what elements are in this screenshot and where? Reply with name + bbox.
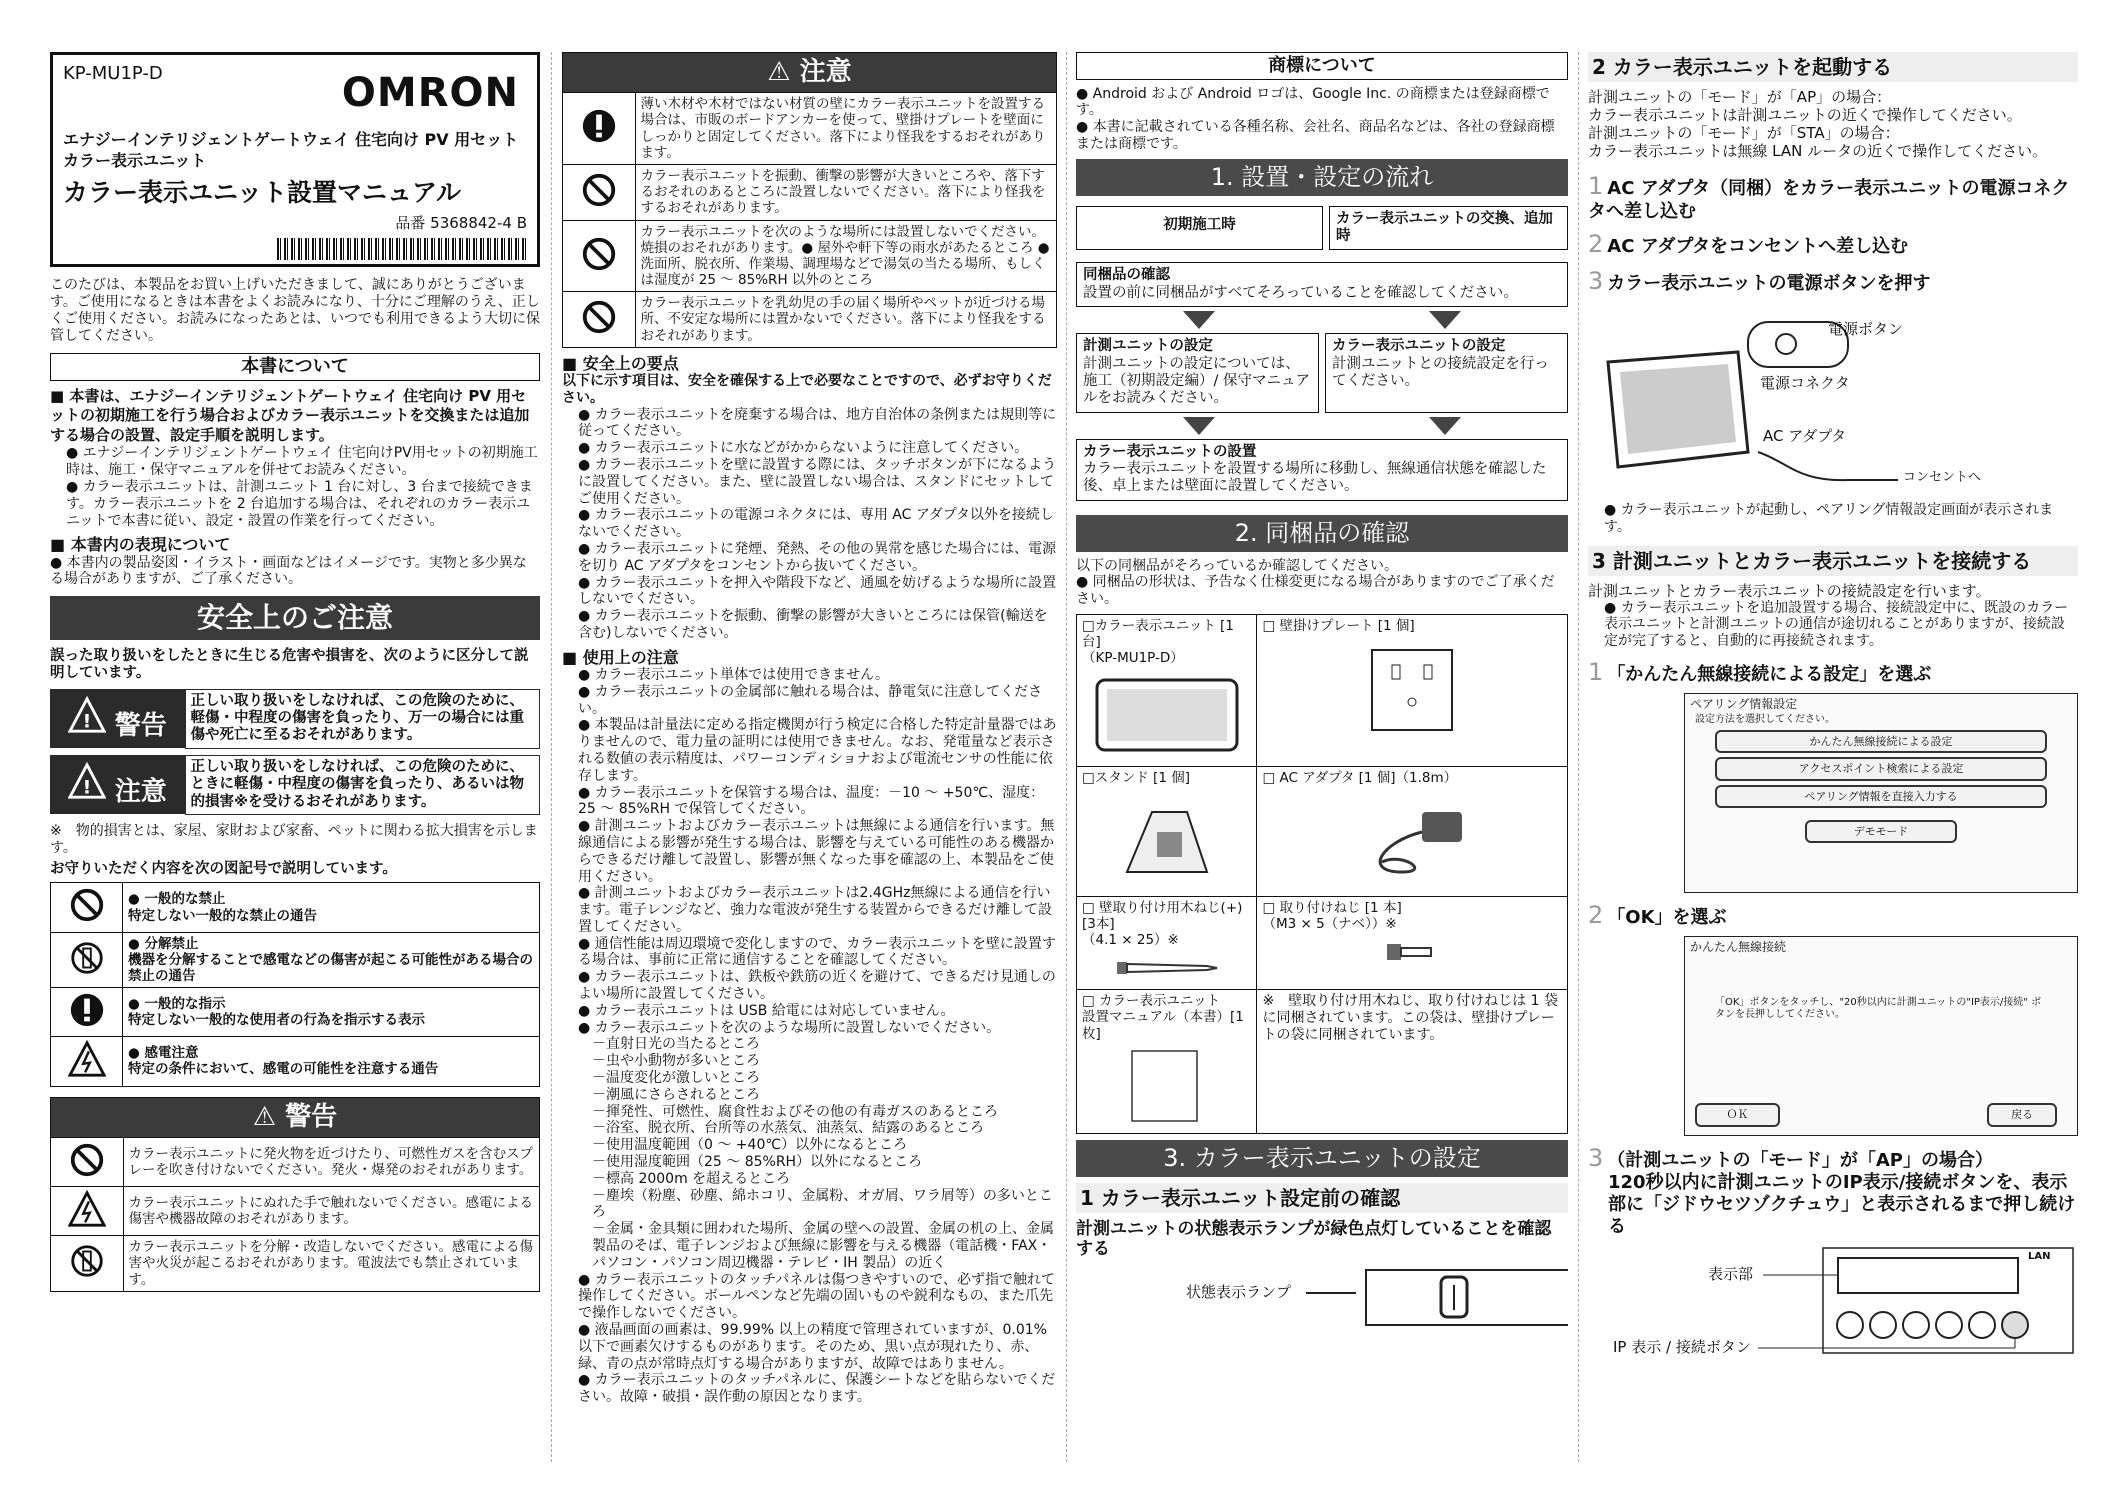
demo-mode-button[interactable]: デモモード [1805, 820, 1957, 843]
flow-install: カラー表示ユニットの設置 カラー表示ユニットを設置する場所に移動し、無線通信状態を確認した後、卓上または壁面に設置してください。 [1076, 439, 1568, 501]
subtitle-1: エナジーインテリジェントゲートウェイ 住宅向け PV 用セット [63, 129, 519, 149]
start-line-4: カラー表示ユニットは無線 LAN ルータの近くで操作してください。 [1588, 142, 2048, 160]
start-step-3: 3 カラー表示ユニットの電源ボタンを押す [1588, 267, 1931, 296]
flow-color-setup: カラー表示ユニットの設定 計測ユニットとの接続設定を行ってください。 [1325, 333, 1568, 413]
setup-step-1: 1 カラー表示ユニット設定前の確認 [1076, 1183, 1568, 1213]
easy-wireless-button[interactable]: かんたん無線接続による設定 [1715, 730, 2047, 753]
flow-arrow [1429, 417, 1461, 435]
contents-lead: 以下の同梱品がそろっているか確認してください。 [1076, 557, 1398, 574]
trademark-item-1: ● Android および Android ロゴは、Google Inc. の商標または登録商標です。 [1076, 85, 1550, 119]
ip-button-diagram [1588, 1243, 2078, 1363]
start-step-1: 1 AC アダプタ（同梱）をカラー表示ユニットの電源コネクタへ差し込む [1588, 172, 2070, 222]
svg-text:!: ! [82, 709, 92, 732]
easy-wireless-title: かんたん無線接続 [1690, 939, 1787, 954]
start-line-2: カラー表示ユニットは計測ユニットの近くで操作してください。 [1588, 106, 2022, 124]
subtitle-2: カラー表示ユニット [63, 151, 207, 171]
connect-step-2: 2 「OK」を選ぶ [1588, 900, 1727, 929]
start-heading: 2 カラー表示ユニットを起動する [1588, 52, 2078, 82]
warning-triangle-icon [68, 696, 106, 734]
symbols-lead: お守りいただく内容を次の図記号で説明しています。 [50, 861, 397, 878]
pairing-screen-title: ペアリング情報設定 [1690, 696, 1798, 711]
connector-label: 電源コネクタ [1760, 373, 1850, 392]
caution-label: ! 注意 [50, 755, 185, 814]
caution-heading: ⚠ 注意 [563, 53, 1056, 92]
warning-heading: ⚠ 警告 [51, 1098, 539, 1137]
contents-table: □カラー表示ユニット [1 台] （KP-MU1P-D） □ 壁掛けプレート [1 個] □スタンド [1 個] □ AC アダプタ [1 個]（1.8m） □ 壁取り付け用木ねじ(+) [3本] （4.1 × 25）※ □ 取り付けねじ [1 本] （M3 × 5（ナベ））※ □ カラー表示ユニット 設置マニュアル（本書）[1 枚] ※ 壁取り付け用木ねじ、取り付けねじは 1 袋に同梱されています。この袋は、壁掛けプレートの袋に同梱されています。 [1076, 614, 1568, 1134]
prohibit-icon [580, 298, 618, 336]
model-number: KP-MU1P-D [63, 63, 163, 84]
start-line-1: 計測ユニットの「モード」が「AP」の場合： [1588, 88, 1892, 106]
start-after: ● カラー表示ユニットが起動し、ペアリング情報設定画面が表示されます。 [1604, 501, 2054, 535]
caution-item-4: カラー表示ユニットを乳幼児の手の届く場所やペットが近づける場所、不安定な場所には置かないでください。落下により怪我をするおそれがあります。 [635, 292, 1056, 347]
contents-heading: 2. 同梱品の確認 [1076, 515, 1568, 552]
ap-search-button[interactable]: アクセスポイント検索による設定 [1715, 757, 2047, 780]
power-diagram [1588, 302, 2078, 502]
usage-heading: ■ 使用上の注意 [562, 647, 679, 667]
easy-wireless-screen [1684, 936, 2078, 1136]
column-1 [50, 52, 540, 1462]
prohibit-icon [580, 171, 618, 209]
intro-text: このたびは、本製品をお買い上げいただきまして、誠にありがとうございます。ご使用になるときは本書をよくお読みになり、十分にご理解のうえ、正しくご使用ください。お読みになったあとは、いつでも利用できるよう大切に保管してください。 [50, 277, 540, 345]
ip-button-label: IP 表示 / 接続ボタン [1613, 1338, 1751, 1357]
display-unit-image [1087, 675, 1247, 755]
column-2 [562, 52, 1057, 1462]
contents-note: ● 同梱品の形状は、予告なく仕様変更になる場合がありますのでご了承ください。 [1076, 574, 1555, 608]
connect-step-1: 1 「かんたん無線接続による設定」を選ぶ [1588, 657, 1932, 686]
about-bullet-2: ● カラー表示ユニットは、計測ユニット 1 台に対し、3 台まで接続できます。カラー表示ユニットを 2 台追加する場合は、それぞれのカラー表示ユニットで本書に従い、設定・設置の作業を行ってください。 [66, 479, 533, 529]
mandatory-icon [68, 991, 106, 1029]
omron-logo: OMRON [341, 70, 519, 116]
pairing-screen [1684, 693, 2078, 893]
key-points-lead: 以下に示す項目は、安全を確保する上で必要なことですので、必ずお守りください。 [562, 373, 1052, 406]
usage-list: ● カラー表示ユニット単体では使用できません。 ● カラー表示ユニットの金属部に触れる場合は、静電気に注意してください。 ● 本製品は計量法に定める指定機関が行う検定に合格した特定計量器ではありませんので、電力量の証明には使用できません。なお、発電量など表示される数値の表示精度は、パワーコンディショナおよび電流センサの性能に依存します。 ● カラー表示ユニットを保管する場合は、温度：－10 ～ +50℃、湿度：25 ～ 85%RH で保管してください。 ● 計測ユニットおよびカラー表示ユニットは無線による通信を行います。無線通信による影響が発生する場合は、影響を与えている可能性のある機器からできるだけ離して設置し、影響が無くなった事を確認の上、本製品をご使用ください。 ● 計測ユニットおよびカラー表示ユニットは2.4GHz無線による通信を行います。電子レンジなど、強力な電波が発生する装置からできるだけ離して設置してください。 ● 通信性能は周辺環境で変化しますので、カラー表示ユニットを壁に設置する場合は、事前に正常に通信することを確認してください。 ● カラー表示ユニットは、鉄板や鉄筋の近くを避けて、できるだけ見通しのよい場所に設置してください。 ● カラー表示ユニットは USB 給電には対応していません。 ● カラー表示ユニットを次のような場所に設置しないでください。 －直射日光の当たるところ －虫や小動物が多いところ －温度変化が激しいところ －潮風にさらされるところ －揮発性、可燃性、腐食性およびその他の有毒ガスのあるところ －浴室、脱衣所、台所等の水蒸気、油蒸気、結露のあるところ －使用温度範囲（0 ～ +40℃）以外になるところ －使用湿度範囲（25 ～ 85%RH）以外になるところ －標高 2000m を超えるところ －塵埃（粉塵、砂塵、綿ホコリ、金属粉、オガ屑、ワラ屑等）の多いところ －金属・金具類に囲われた場所、金属の壁への設置、金属の机の上、金属製品のそば、電子レンジおよび無線に影響を与える機器（電話機・FAX・パソコン・パソコン周辺機器・テレビ・IH 製品）の近く ● カラー表示ユニットのタッチパネルは傷つきやすいので、必ず指で触れて操作してください。ボールペンなど先端の固いものや鋭利なもの、また爪先で操作しないでください。 ● 液晶画面の画素は、99.99% 以上の精度で管理されていますが、0.01% 以下で画素欠けするものがあります。そのため、黒い点が現れたり、赤、緑、青の点が常時点灯する場合がありますが、故障ではありません。 ● カラー表示ユニットのタッチパネルに、保護シートなどを貼らないでください。故障・破損・誤作動の原因となります。 [578, 666, 1057, 1406]
lan-label: LAN [2028, 1251, 2051, 1263]
prohibit-icon [68, 1141, 106, 1179]
expression-heading: ■ 本書内の表現について [50, 535, 231, 555]
start-step-2: 2 AC アダプタをコンセントへ差し込む [1588, 230, 1909, 259]
no-disassemble-icon [68, 1242, 106, 1280]
part-number: 品番 5368842-4 B [395, 213, 527, 232]
setup-heading: 3. カラー表示ユニットの設定 [1076, 1140, 1568, 1177]
electric-shock-icon [68, 1040, 106, 1078]
about-main: ■ 本書は、エナジーインテリジェントゲートウェイ 住宅向け PV 用セットの初期施工を行う場合およびカラー表示ユニットを交換または追加する場合の設置、設定手順を説明します。 [50, 386, 530, 444]
warning-item-1: カラー表示ユニットに発火物を近づけたり、可燃性ガスを含むスプレーを吹き付けないでください。発火・爆発のおそれがあります。 [123, 1137, 539, 1186]
flow-replace: カラー表示ユニットの交換、追加時 [1329, 206, 1568, 251]
key-points-list: ● カラー表示ユニットを廃棄する場合は、地方自治体の条例または規則等に従ってください。 ● カラー表示ユニットに水などがかからないように注意してください。 ● カラー表示ユニットを壁に設置する際には、タッチボタンが下になるように設置してください。また、壁に設置しない場合は、スタンドにセットしてご使用ください。 ● カラー表示ユニットの電源コネクタには、専用 AC アダプタ以外を接続しないでください。 ● カラー表示ユニットに発煙、発熱、その他の異常を感じた場合には、電源を切り AC アダプタをコンセントから抜いてください。 ● カラー表示ユニットを押入や階段下など、通風を妨げるような場所に設置しないでください。 ● カラー表示ユニットを振動、衝撃の影響が大きいところには保管(輸送を含む)しないでください。 [578, 406, 1057, 641]
power-button-label: 電源ボタン [1828, 319, 1904, 338]
caution-item-1: 薄い木材や木材ではない材質の壁にカラー表示ユニットを設置する場合は、市販のボードアンカーを使って、壁掛けプレートを壁面にしっかりと固定してください。落下により怪我をするおそれがあります。 [635, 93, 1056, 165]
connect-step-3-text: 120秒以内に計測ユニットのIP表示/接続ボタンを、表示部に「ジドウセツゾクチュウ」と表示されるまで押し続ける [1608, 1172, 2076, 1237]
connect-line-1: 計測ユニットとカラー表示ユニットの接続設定を行います。 [1588, 581, 1991, 600]
connect-step-3: 3 （計測ユニットの「モード」が「AP」の場合） [1588, 1143, 1993, 1172]
flow-initial: 初期施工時 [1076, 206, 1323, 251]
back-button[interactable]: 戻る [1987, 1103, 2057, 1126]
safety-lead: 誤った取り扱いをしたときに生じる危害や損害を、次のように区分して説明しています。 [50, 647, 529, 682]
easy-wireless-message: 「OK」ボタンをタッチし、"20秒以内に計測ユニットの"IP表示/接続" ボタンを長押ししてください。 [1715, 996, 2042, 1020]
caution-item-3: カラー表示ユニットを次のような場所には設置しないでください。焼損のおそれがあります。● 屋外や軒下等の雨水があたるところ ● 洗面所、脱衣所、作業場、調理場などで湯気の当たる場所、もしくは湿度が 25 ～ 85%RH 以外のところ [635, 220, 1056, 292]
display-label: 表示部 [1708, 1265, 1754, 1284]
damage-note: ※ 物的損害とは、家屋、家財および家畜、ペットに関わる拡大損害を示します。 [50, 822, 538, 856]
machine-screw-image [1382, 938, 1442, 964]
flow-arrow [1183, 311, 1215, 329]
flow-heading: 1. 設置・設定の流れ [1076, 159, 1568, 196]
warning-text: 正しい取り扱いをしなければ、この危険のために、軽傷・中程度の傷害を負ったり、万一の場合には重傷や死亡に至るおそれがあります。 [185, 689, 540, 748]
trademark-item-2: ● 本書に記載されている各種名称、会社名、商品名などは、各社の登録商標または商標です。 [1076, 119, 1555, 152]
stand-image [1097, 792, 1237, 882]
column-3 [1076, 52, 1568, 1462]
manual-title: カラー表示ユニット設置マニュアル [63, 177, 462, 207]
connect-line-2: ● カラー表示ユニットを追加設置する場合、接続設定中に、既設のカラー表示ユニットと計測ユニットの通信が途切れることがありますが、接続設定が完了すると、自動的に再接続されます。 [1604, 599, 2069, 650]
caution-text: 正しい取り扱いをしなければ、この危険のために、ときに軽傷・中程度の傷害を負ったり、あるいは物的損害※を受けるおそれがあります。 [185, 755, 540, 814]
flow-measure-setup: 計測ユニットの設定 計測ユニットの設定については、施工（初期設定編）/ 保守マニュアルをお読みください。 [1076, 333, 1319, 413]
expression-text: ● 本書内の製品姿図・イラスト・画面などはイメージです。実物と多少異なる場合がありますが、ご了承ください。 [50, 554, 527, 588]
pairing-screen-sub: 設定方法を選択してください。 [1695, 714, 1835, 726]
ok-button[interactable]: ＯＫ [1695, 1103, 1780, 1126]
svg-text:!: ! [82, 776, 92, 799]
cover-box [50, 52, 540, 267]
about-bullet-1: ● エナジーインテリジェントゲートウェイ 住宅向けPV用セットの初期施工時は、施工・保守マニュアルを併せてお読みください。 [66, 445, 538, 479]
warning-item-3: カラー表示ユニットを分解・改造しないでください。感電による傷害や火災が起こるおそれがあります。電波法でも禁止されています。 [123, 1236, 539, 1291]
symbols-table: ● 一般的な禁止 特定しない一般的な禁止の通告 ● 分解禁止 機器を分解することで感電などの傷害が起こる可能性がある場合の禁止の通告 ● 一般的な指示 特定しない一般的な使用者の行為を指示する表示 ● 感電注意 特定の条件において、感電の可能性を注意する通告 [50, 882, 540, 1086]
barcode [277, 238, 527, 260]
lamp-label: 状態表示ランプ [1186, 1283, 1292, 1302]
key-points-heading: ■ 安全上の要点 [562, 353, 679, 373]
wood-screw-image [1107, 954, 1227, 980]
start-line-3: 計測ユニットの「モード」が「STA」の場合： [1588, 124, 1900, 142]
setup-step-1-text: 計測ユニットの状態表示ランプが緑色点灯していることを確認する [1076, 1218, 1552, 1259]
adapter-label: AC アダプタ [1763, 426, 1847, 445]
about-heading: 本書について [50, 353, 540, 381]
column-4 [1588, 52, 2078, 1462]
connect-heading: 3 計測ユニットとカラー表示ユニットを接続する [1588, 546, 2078, 576]
no-disassemble-icon [68, 939, 106, 977]
trademark-heading: 商標について [1076, 52, 1568, 80]
mandatory-icon [580, 107, 618, 145]
prohibit-icon [580, 235, 618, 273]
direct-input-button[interactable]: ペアリング情報を直接入力する [1715, 785, 2047, 808]
warning-label: ! 警告 [50, 689, 185, 748]
caution-triangle-icon [68, 762, 106, 800]
caution-item-2: カラー表示ユニットを振動、衝撃の影響が大きいところや、落下するおそれのあるところに設置しないでください。落下により怪我をするおそれがあります。 [635, 164, 1056, 220]
prohibit-icon [68, 886, 106, 924]
lamp-diagram [1076, 1265, 1568, 1335]
outlet-label: コンセントへ [1903, 469, 1982, 485]
safety-heading: 安全上のご注意 [50, 596, 540, 640]
lamp-illustration [1076, 1265, 1568, 1335]
flow-arrow [1183, 417, 1215, 435]
wall-plate-image [1352, 640, 1472, 740]
warning-item-2: カラー表示ユニットにぬれた手で触れないでください。感電による傷害や機器故障のおそれがあります。 [123, 1186, 539, 1235]
screw-note: ※ 壁取り付け用木ねじ、取り付けねじは 1 袋に同梱されています。この袋は、壁掛けプレートの袋に同梱されています。 [1257, 990, 1568, 1134]
ac-adapter-image [1342, 792, 1482, 882]
manual-sheet-image [1122, 1046, 1212, 1126]
flow-check: 同梱品の確認 設置の前に同梱品がすべてそろっていることを確認してください。 [1076, 262, 1568, 307]
flow-arrow [1429, 311, 1461, 329]
electric-shock-icon [68, 1190, 106, 1228]
